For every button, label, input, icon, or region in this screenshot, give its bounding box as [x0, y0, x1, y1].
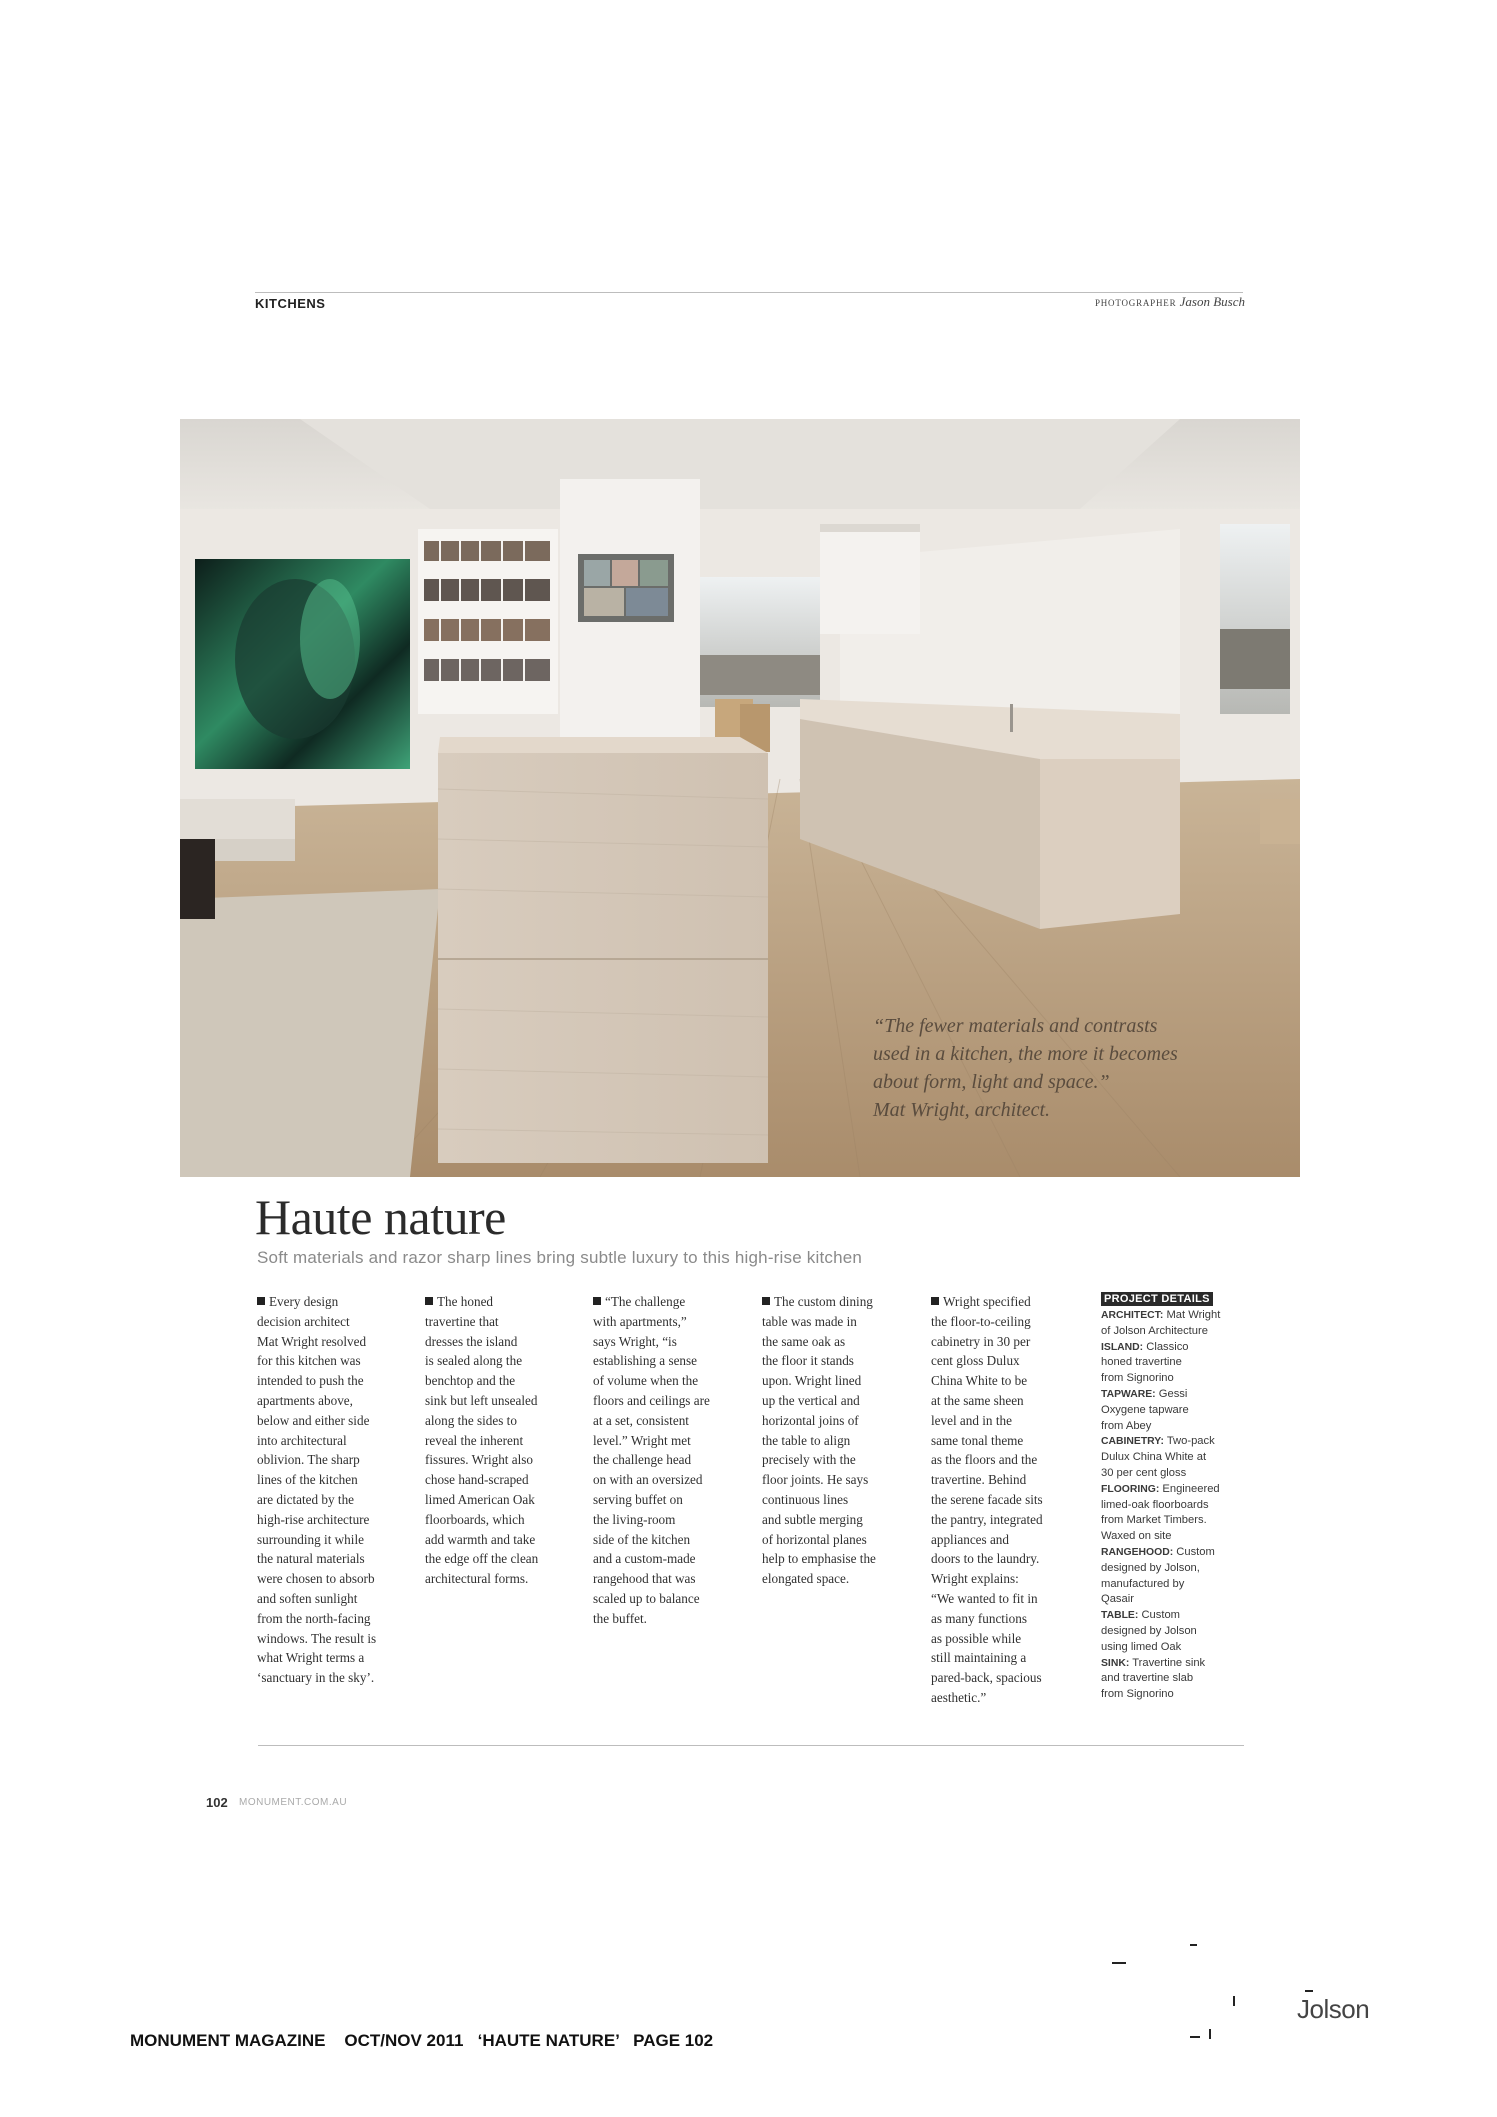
mark — [1209, 2029, 1211, 2039]
body-line — [931, 1332, 1081, 1352]
project-detail-text: designed by Jolson — [1101, 1624, 1197, 1637]
project-detail-text: Qasair — [1101, 1593, 1134, 1606]
body-line-text: Mat Wright resolved — [257, 1333, 367, 1349]
body-line-text: high-rise architecture — [257, 1511, 370, 1527]
body-line — [931, 1589, 1081, 1609]
body-line — [762, 1431, 912, 1451]
page-number: 102 — [206, 1795, 228, 1810]
body-line — [931, 1450, 1081, 1470]
body-line-text: “The challenge — [605, 1294, 686, 1309]
body-line — [257, 1312, 407, 1332]
project-detail-text: honed travertine — [1101, 1356, 1182, 1369]
body-line — [931, 1411, 1081, 1431]
project-detail-text: 30 per cent gloss — [1101, 1466, 1187, 1479]
body-line-text: of volume when the — [593, 1373, 699, 1389]
body-line — [931, 1648, 1081, 1668]
quote-line: “The fewer materials and contrasts — [873, 1015, 1158, 1037]
body-line-text: into architectural — [257, 1432, 347, 1448]
quote-line: about form, light and space.” — [873, 1071, 1110, 1093]
body-line-text: upon. Wright lined — [762, 1373, 862, 1389]
body-line — [762, 1490, 912, 1510]
body-line — [425, 1411, 575, 1431]
body-line-text: side of the kitchen — [593, 1531, 691, 1547]
body-line — [425, 1351, 575, 1371]
body-line — [425, 1490, 575, 1510]
body-line-text: same tonal theme — [931, 1432, 1024, 1448]
body-line — [593, 1292, 743, 1312]
body-line — [762, 1530, 912, 1550]
project-detail-line — [1101, 1482, 1251, 1498]
body-line — [931, 1312, 1081, 1332]
project-detail-text: limed-oak floorboards — [1101, 1498, 1209, 1511]
project-detail-line — [1101, 1434, 1251, 1450]
body-line-text: at the same sheen — [931, 1392, 1024, 1408]
footer-caption: MONUMENT MAGAZINE OCT/NOV 2011 ‘HAUTE NATURE’ PAGE 102 — [130, 2031, 714, 2050]
body-line — [257, 1549, 407, 1569]
body-line — [931, 1510, 1081, 1530]
body-line — [257, 1450, 407, 1470]
body-line — [257, 1332, 407, 1352]
body-line-text: help to emphasise the — [762, 1551, 876, 1567]
body-line-text: as many functions — [931, 1610, 1027, 1626]
body-line-text: as the floors and the — [931, 1452, 1038, 1468]
body-line — [257, 1629, 407, 1649]
body-line-text: as possible while — [931, 1630, 1022, 1646]
body-line-text: cabinetry in 30 per — [931, 1333, 1031, 1349]
body-line-text: floors and ceilings are — [593, 1392, 710, 1408]
body-line-text: the challenge head — [593, 1452, 692, 1468]
body-line-text: is sealed along the — [425, 1353, 523, 1369]
article-subtitle: Soft materials and razor sharp lines bring subtle luxury to this high-rise kitchen — [257, 1248, 863, 1267]
body-line — [931, 1431, 1081, 1451]
body-line — [257, 1411, 407, 1431]
body-line-text: travertine. Behind — [931, 1472, 1027, 1488]
body-line-text: windows. The result is — [257, 1630, 377, 1646]
project-detail-text: manufactured by — [1101, 1577, 1185, 1590]
body-line — [593, 1391, 743, 1411]
body-line — [257, 1391, 407, 1411]
project-detail-line — [1101, 1513, 1251, 1529]
project-detail-line — [1101, 1466, 1251, 1482]
project-detail-text: Oxygene tapware — [1101, 1403, 1189, 1416]
project-detail-text: Mat Wright — [1166, 1309, 1221, 1321]
body-line — [425, 1312, 575, 1332]
mark — [1233, 1996, 1235, 2006]
body-line — [931, 1609, 1081, 1629]
body-line — [931, 1490, 1081, 1510]
body-line — [762, 1411, 912, 1431]
project-detail-label: RANGEHOOD: — [1101, 1546, 1174, 1558]
article-title: Haute nature — [255, 1189, 506, 1245]
body-line — [931, 1371, 1081, 1391]
body-line — [425, 1549, 575, 1569]
body-line-text: sink but left unsealed — [425, 1392, 538, 1408]
project-detail-line — [1101, 1545, 1251, 1561]
project-detail-label: CABINETRY: — [1101, 1436, 1164, 1448]
body-line-text: add warmth and take — [425, 1531, 536, 1547]
project-detail-label: ISLAND: — [1101, 1341, 1144, 1353]
project-detail-line — [1101, 1308, 1251, 1324]
body-line — [257, 1530, 407, 1550]
body-line-text: dresses the island — [425, 1333, 518, 1349]
body-line-text: says Wright, “is — [593, 1333, 677, 1349]
body-line-text: the serene facade sits — [931, 1491, 1043, 1507]
body-line — [257, 1292, 407, 1312]
body-line-text: ‘sanctuary in the sky’. — [257, 1670, 375, 1686]
bullet-square-icon — [257, 1297, 265, 1305]
body-line — [257, 1371, 407, 1391]
body-line — [931, 1530, 1081, 1550]
body-line — [762, 1569, 912, 1589]
body-line-text: precisely with the — [762, 1452, 856, 1468]
body-line-text: were chosen to absorb — [257, 1571, 375, 1587]
body-line — [593, 1490, 743, 1510]
project-detail-line — [1101, 1577, 1251, 1593]
project-detail-text: Waxed on site — [1101, 1530, 1172, 1543]
body-line — [762, 1470, 912, 1490]
body-line-text: and soften sunlight — [257, 1590, 358, 1606]
project-detail-label: FLOORING: — [1101, 1483, 1160, 1495]
site-url: MONUMENT.COM.AU — [239, 1797, 348, 1808]
body-line — [425, 1450, 575, 1470]
project-detail-line — [1101, 1387, 1251, 1403]
body-line-text: aesthetic.” — [931, 1689, 987, 1705]
body-line-text: establishing a sense — [593, 1353, 698, 1369]
project-detail-line — [1101, 1624, 1251, 1640]
project-detail-line — [1101, 1592, 1251, 1608]
mark — [1112, 1962, 1126, 1964]
body-line-text: surrounding it while — [257, 1531, 364, 1547]
body-line-text: still maintaining a — [931, 1650, 1027, 1666]
body-line-text: are dictated by the — [257, 1491, 355, 1507]
body-line — [593, 1371, 743, 1391]
project-detail-line — [1101, 1656, 1251, 1672]
project-detail-line — [1101, 1371, 1251, 1387]
body-line — [762, 1292, 912, 1312]
body-line-text: the floor it stands — [762, 1353, 854, 1369]
body-line — [762, 1549, 912, 1569]
top-rule — [255, 292, 1243, 293]
quote-line: used in a kitchen, the more it becomes — [873, 1043, 1178, 1065]
quote-attribution: Mat Wright, architect. — [873, 1099, 1051, 1121]
body-line — [425, 1371, 575, 1391]
body-line-text: scaled up to balance — [593, 1590, 700, 1606]
project-detail-line — [1101, 1671, 1251, 1687]
project-detail-text: Custom — [1176, 1545, 1215, 1558]
project-detail-text: Dulux China White at — [1101, 1451, 1207, 1464]
body-line — [762, 1312, 912, 1332]
body-line-text: China White to be — [931, 1373, 1028, 1389]
bullet-square-icon — [762, 1297, 770, 1305]
body-line — [931, 1549, 1081, 1569]
project-detail-label: ARCHITECT: — [1101, 1310, 1164, 1321]
body-line — [931, 1470, 1081, 1490]
project-detail-text: Engineered — [1162, 1482, 1220, 1495]
project-detail-line — [1101, 1355, 1251, 1371]
body-line-text: cent gloss Dulux — [931, 1353, 1020, 1369]
body-line — [593, 1351, 743, 1371]
body-line-text: the edge off the clean — [425, 1551, 539, 1567]
project-detail-line — [1101, 1340, 1251, 1356]
project-detail-text: using limed Oak — [1101, 1640, 1182, 1653]
body-line — [931, 1688, 1081, 1708]
body-line-text: reveal the inherent — [425, 1432, 524, 1448]
body-line — [257, 1569, 407, 1589]
body-line — [593, 1569, 743, 1589]
body-line — [257, 1470, 407, 1490]
body-line — [257, 1589, 407, 1609]
body-line — [931, 1292, 1081, 1312]
project-detail-label: SINK: — [1101, 1657, 1130, 1669]
bullet-square-icon — [593, 1297, 601, 1305]
body-line-text: horizontal joins of — [762, 1412, 859, 1428]
body-line-text: rangehood that was — [593, 1571, 696, 1587]
body-line-text: the table to align — [762, 1432, 851, 1448]
body-line — [425, 1470, 575, 1490]
body-line-text: decision architect — [257, 1313, 350, 1329]
body-line-text: benchtop and the — [425, 1373, 516, 1389]
bullet-square-icon — [931, 1297, 939, 1305]
project-detail-line — [1101, 1324, 1251, 1340]
body-line — [425, 1431, 575, 1451]
project-detail-line — [1101, 1640, 1251, 1656]
project-detail-line — [1101, 1450, 1251, 1466]
body-line-text: the pantry, integrated — [931, 1511, 1043, 1527]
body-line-text: floorboards, which — [425, 1511, 525, 1527]
body-line — [762, 1351, 912, 1371]
body-line — [425, 1569, 575, 1589]
mark — [1190, 2036, 1200, 2038]
body-line-text: the natural materials — [257, 1551, 365, 1567]
photographer-credit — [1095, 294, 1245, 310]
project-detail-text: Two-pack — [1166, 1435, 1215, 1448]
body-line-text: and subtle merging — [762, 1511, 863, 1527]
project-detail-text: from Signorino — [1101, 1372, 1174, 1385]
jolson-logo-text: Jolson — [1297, 1994, 1370, 2024]
body-line — [425, 1510, 575, 1530]
project-detail-text: and travertine slab — [1101, 1672, 1194, 1685]
body-column-2 — [425, 1292, 575, 1589]
body-line-text: below and either side — [257, 1412, 370, 1428]
body-line-text: serving buffet on — [593, 1491, 683, 1507]
body-line-text: elongated space. — [762, 1571, 850, 1587]
project-detail-text: designed by Jolson, — [1101, 1561, 1200, 1574]
body-line-text: on with an oversized — [593, 1472, 703, 1488]
body-line-text: appliances and — [931, 1531, 1009, 1547]
body-line — [762, 1332, 912, 1352]
body-line-text: what Wright terms a — [257, 1650, 365, 1666]
body-line-text: doors to the laundry. — [931, 1551, 1040, 1567]
project-detail-text: from Abey — [1101, 1419, 1152, 1432]
project-detail-label: TAPWARE: — [1101, 1388, 1156, 1400]
project-detail-text: Gessi — [1158, 1387, 1188, 1400]
project-detail-line — [1101, 1608, 1251, 1624]
body-line — [425, 1391, 575, 1411]
project-detail-text: of Jolson Architecture — [1101, 1324, 1208, 1337]
project-details-heading: PROJECT DETAILS — [1101, 1292, 1213, 1306]
body-line — [593, 1411, 743, 1431]
body-line-text: the same oak as — [762, 1333, 846, 1349]
body-column-5 — [931, 1292, 1081, 1708]
body-line — [593, 1549, 743, 1569]
photographer-label: PHOTOGRAPHER — [1094, 298, 1177, 308]
project-details-list — [1101, 1308, 1251, 1703]
body-line — [257, 1668, 407, 1688]
body-line — [593, 1450, 743, 1470]
body-line — [593, 1530, 743, 1550]
photographer-name: Jason Busch — [1179, 294, 1245, 309]
body-line-text: for this kitchen was — [257, 1353, 361, 1369]
body-column-4 — [762, 1292, 912, 1589]
body-line — [257, 1351, 407, 1371]
body-line — [931, 1391, 1081, 1411]
body-line-text: intended to push the — [257, 1373, 364, 1389]
body-line-text: pared-back, spacious — [931, 1670, 1042, 1686]
body-line-text: from the north-facing — [257, 1610, 371, 1626]
project-details — [1101, 1292, 1251, 1703]
project-detail-line — [1101, 1403, 1251, 1419]
body-line-text: the buffet. — [593, 1610, 647, 1626]
body-line — [257, 1431, 407, 1451]
project-detail-line — [1101, 1498, 1251, 1514]
body-line-text: lines of the kitchen — [257, 1472, 358, 1488]
project-detail-text: Custom — [1141, 1609, 1180, 1622]
body-line-text: continuous lines — [762, 1491, 849, 1507]
body-line-text: up the vertical and — [762, 1392, 860, 1408]
body-line — [593, 1609, 743, 1629]
project-detail-line — [1101, 1687, 1251, 1703]
body-line — [593, 1510, 743, 1530]
body-line — [762, 1510, 912, 1530]
body-line — [593, 1312, 743, 1332]
body-line — [931, 1351, 1081, 1371]
body-line — [931, 1668, 1081, 1688]
body-line — [257, 1510, 407, 1530]
body-line — [931, 1629, 1081, 1649]
project-detail-text: from Signorino — [1101, 1688, 1174, 1701]
body-line — [593, 1431, 743, 1451]
project-detail-text: from Market Timbers. — [1101, 1514, 1207, 1527]
body-line — [762, 1450, 912, 1470]
body-line-text: Wright explains: — [931, 1571, 1019, 1587]
body-line — [593, 1589, 743, 1609]
body-line — [425, 1530, 575, 1550]
body-line-text: “We wanted to fit in — [931, 1590, 1038, 1606]
project-detail-text: Travertine sink — [1132, 1656, 1206, 1669]
body-line-text: The honed — [437, 1294, 494, 1309]
body-line-text: Wright specified — [943, 1294, 1031, 1309]
project-detail-line — [1101, 1529, 1251, 1545]
body-line-text: level and in the — [931, 1412, 1012, 1428]
pull-quote — [873, 1012, 1253, 1124]
body-line-text: The custom dining — [774, 1294, 873, 1309]
bullet-square-icon — [425, 1297, 433, 1305]
body-line-text: of horizontal planes — [762, 1531, 867, 1547]
body-line — [257, 1490, 407, 1510]
body-line-text: chose hand-scraped — [425, 1472, 529, 1488]
body-line-text: oblivion. The sharp — [257, 1452, 360, 1468]
project-detail-line — [1101, 1419, 1251, 1435]
body-line-text: fissures. Wright also — [425, 1452, 534, 1468]
body-line-text: at a set, consistent — [593, 1412, 689, 1428]
jolson-logo — [1297, 1990, 1377, 2040]
mark — [1305, 1990, 1313, 1992]
project-detail-text: Classico — [1146, 1340, 1189, 1353]
body-column-3 — [593, 1292, 743, 1629]
body-line-text: along the sides to — [425, 1412, 517, 1428]
body-line — [425, 1292, 575, 1312]
body-line — [593, 1332, 743, 1352]
project-detail-line — [1101, 1561, 1251, 1577]
body-line — [762, 1391, 912, 1411]
body-line — [931, 1569, 1081, 1589]
mark — [1190, 1944, 1197, 1946]
body-line-text: floor joints. He says — [762, 1472, 869, 1488]
body-line-text: limed American Oak — [425, 1491, 535, 1507]
body-line — [257, 1648, 407, 1668]
body-line — [425, 1332, 575, 1352]
body-column-1 — [257, 1292, 407, 1688]
body-line-text: with apartments,” — [593, 1313, 687, 1329]
body-line-text: table was made in — [762, 1313, 857, 1329]
body-line-text: the floor-to-ceiling — [931, 1313, 1031, 1329]
body-line — [593, 1470, 743, 1490]
body-line-text: Every design — [269, 1294, 339, 1309]
body-line-text: the living-room — [593, 1511, 676, 1527]
body-line-text: level.” Wright met — [593, 1432, 691, 1448]
body-line-text: architectural forms. — [425, 1571, 529, 1587]
section-label: KITCHENS — [255, 296, 326, 311]
body-line — [762, 1371, 912, 1391]
project-detail-label: TABLE: — [1101, 1610, 1139, 1622]
body-line-text: travertine that — [425, 1313, 499, 1329]
bottom-rule — [258, 1745, 1244, 1746]
body-line-text: apartments above, — [257, 1392, 353, 1408]
body-line — [257, 1609, 407, 1629]
body-line-text: and a custom-made — [593, 1551, 696, 1567]
